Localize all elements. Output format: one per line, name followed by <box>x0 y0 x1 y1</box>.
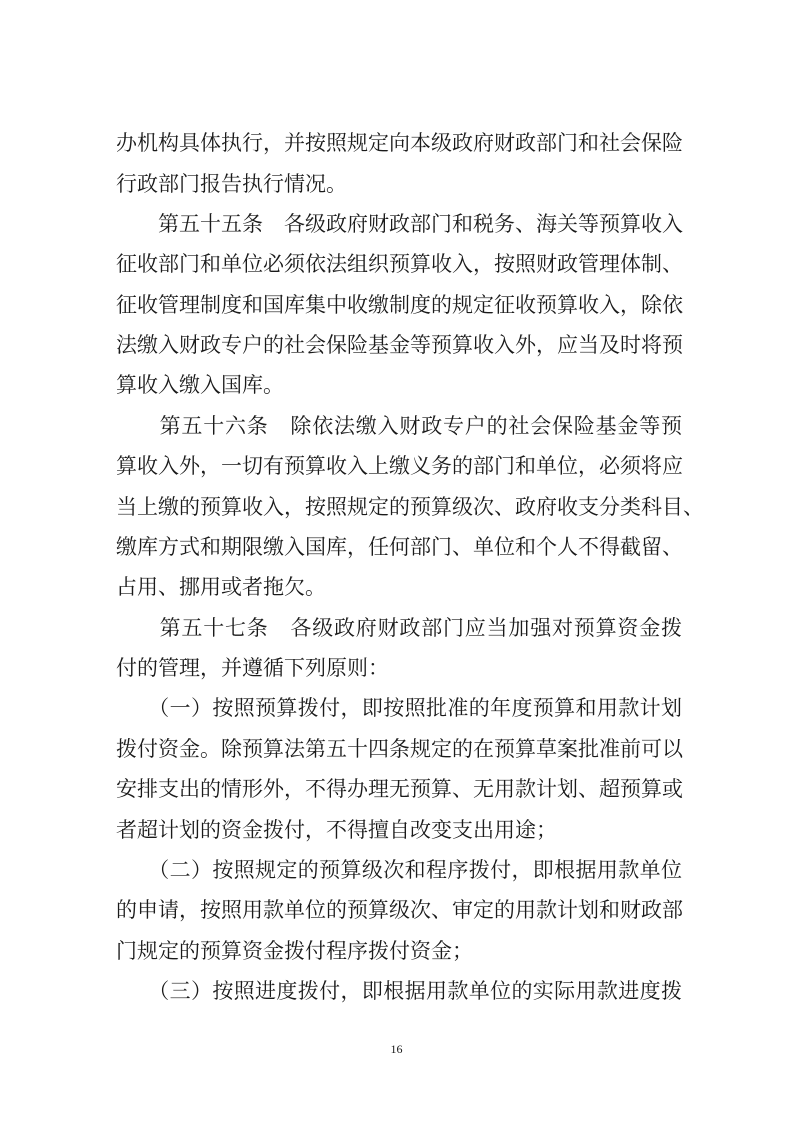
text-line: （二）按照规定的预算级次和程序拨付，即根据用款单位 <box>116 858 682 882</box>
text-line: （一）按照预算拨付，即按照批准的年度预算和用款计划 <box>116 696 682 720</box>
page-number: 16 <box>390 1042 403 1056</box>
text-line: 算收入外，一切有预算收入上缴义务的部门和单位，必须将应 <box>116 454 683 478</box>
text-line: 占用、挪用或者拖欠。 <box>116 575 326 599</box>
text-line: 拨付资金。除预算法第五十四条规定的在预算草案批准前可以 <box>116 737 683 761</box>
text-line: 当上缴的预算收入，按照规定的预算级次、政府收支分类科目、 <box>116 495 704 519</box>
text-line: 门规定的预算资金拨付程序拨付资金； <box>116 939 473 963</box>
text-line: 征收部门和单位必须依法组织预算收入，按照财政管理体制、 <box>116 252 683 276</box>
text-line: 法缴入财政专户的社会保险基金等预算收入外，应当及时将预 <box>116 333 683 357</box>
text-line: （三）按照进度拨付，即根据用款单位的实际用款进度拨 <box>116 979 682 1003</box>
text-line: 办机构具体执行，并按照规定向本级政府财政部门和社会保险 <box>116 131 683 155</box>
text-line: 算收入缴入国库。 <box>116 373 284 397</box>
text-line: 第五十六条 除依法缴入财政专户的社会保险基金等预 <box>116 414 682 438</box>
text-line: 安排支出的情形外，不得办理无预算、无用款计划、超预算或 <box>116 777 683 801</box>
text-line: 缴库方式和期限缴入国库，任何部门、单位和个人不得截留、 <box>116 535 683 559</box>
text-line: 第五十五条 各级政府财政部门和税务、海关等预算收入 <box>116 212 683 236</box>
text-line: 的申请，按照用款单位的预算级次、审定的用款计划和财政部 <box>116 898 683 922</box>
text-line: 行政部门报告执行情况。 <box>116 172 347 196</box>
text-line: 付的管理，并遵循下列原则： <box>116 656 389 680</box>
text-line: 者超计划的资金拨付，不得擅自改变支出用途； <box>116 818 557 842</box>
text-line: 第五十七条 各级政府财政部门应当加强对预算资金拨 <box>116 616 682 640</box>
text-line: 征收管理制度和国库集中收缴制度的规定征收预算收入，除依 <box>116 293 683 317</box>
